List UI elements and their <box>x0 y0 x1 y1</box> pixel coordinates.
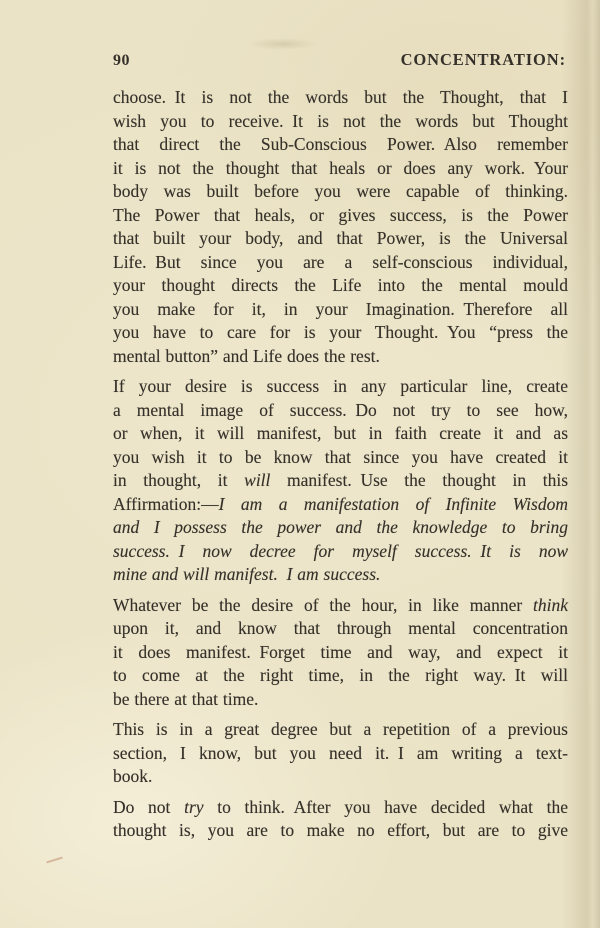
text-segment: body was built before you were capable of thinking. <box>113 181 568 201</box>
text-line <box>113 563 568 587</box>
text-line <box>113 133 568 157</box>
italic-text: success. I now decree for myself success. It is now <box>113 540 568 561</box>
text-line <box>113 180 568 204</box>
italic-text: will <box>244 470 271 490</box>
text-line <box>113 765 568 789</box>
text-line <box>113 617 568 641</box>
text-segment: your thought directs the Life into the mental mould <box>113 275 568 295</box>
text-line <box>113 251 568 275</box>
text-line <box>113 493 568 517</box>
text-segment: section, I know, but you need it. I am writing a text- <box>113 742 568 763</box>
running-header <box>113 50 566 70</box>
text-line <box>113 664 568 688</box>
running-head-title: CONCENTRATION: <box>400 50 566 69</box>
text-segment: choose. It is not the words but the Thought, that I <box>113 87 568 107</box>
text-segment: manifest. Use the thought in this <box>270 470 568 490</box>
text-segment: you make for it, in your Imagination. Therefore all <box>113 298 568 319</box>
text-line <box>113 422 568 446</box>
text-line <box>113 819 568 843</box>
text-line <box>113 321 568 345</box>
paragraph <box>113 375 568 587</box>
text-segment: that direct the Sub-Conscious Power. Also remember <box>113 134 568 154</box>
text-segment: mental button” and Life does the rest. <box>113 345 380 366</box>
text-line <box>113 446 568 470</box>
text-line <box>113 688 568 712</box>
paragraph <box>113 86 568 368</box>
text-line <box>113 399 568 423</box>
text-segment: it is not the thought that heals or does any work. Your <box>113 157 568 178</box>
text-line <box>113 110 568 134</box>
text-line <box>113 375 568 399</box>
text-line <box>113 469 568 493</box>
italic-text: I am a manifestation of Infinite Wisdom <box>218 493 568 514</box>
text-segment: it does manifest. Forget time and way, and expect it <box>113 641 568 662</box>
page-number: 90 <box>113 52 130 69</box>
text-segment: be there at that time. <box>113 688 259 709</box>
text-segment: to come at the right time, in the right way. It will <box>113 665 568 685</box>
italic-text: and I possess the power and the knowledge to bring <box>113 517 568 537</box>
text-line <box>113 204 568 228</box>
text-line <box>113 157 568 181</box>
text-segment: or when, it will manifest, but in faith create it and as <box>113 423 568 443</box>
text-line <box>113 796 568 820</box>
paragraph <box>113 718 568 789</box>
text-segment: you have to care for is your Thought. You “press the <box>113 322 568 342</box>
italic-text: try <box>184 796 204 817</box>
italic-text: think <box>533 594 568 615</box>
text-line <box>113 516 568 540</box>
text-segment: thought is, you are to make no effort, but are to give <box>113 820 568 840</box>
text-line <box>113 227 568 251</box>
text-line <box>113 718 568 742</box>
text-segment: Life. But since you are a self-conscious individual, <box>113 251 568 272</box>
text-line <box>113 274 568 298</box>
text-line <box>113 540 568 564</box>
text-line <box>113 594 568 618</box>
text-segment: Affirmation:— <box>113 493 219 514</box>
text-segment: to think. After you have decided what the <box>203 796 569 817</box>
text-segment: book. <box>113 766 153 786</box>
text-segment: If your desire is success in any particular line, create <box>113 376 568 396</box>
paper-smudge <box>248 38 318 50</box>
paragraph <box>113 594 568 712</box>
text-segment: The Power that heals, or gives success, is the Power <box>113 204 568 225</box>
text-segment: that built your body, and that Power, is the Universal <box>113 228 568 248</box>
text-segment: This is in a great degree but a repetition of a previous <box>113 719 568 739</box>
text-segment: you wish it to be know that since you have created it <box>113 446 568 467</box>
page-text <box>113 86 568 843</box>
stray-pencil-mark-icon <box>46 857 63 864</box>
text-line <box>113 86 568 110</box>
text-segment: in thought, it <box>113 470 245 490</box>
text-segment: upon it, and know that through mental concentration <box>113 618 568 638</box>
text-segment: Whatever be the desire of the hour, in like manner <box>113 594 533 615</box>
italic-text: mine and will manifest. I am success. <box>113 564 381 584</box>
text-segment: wish you to receive. It is not the words but Thought <box>113 110 568 131</box>
text-segment: Do not <box>113 796 185 817</box>
text-line <box>113 345 568 369</box>
text-line <box>113 641 568 665</box>
text-segment: a mental image of success. Do not try to see how, <box>113 399 568 420</box>
text-line <box>113 298 568 322</box>
paragraph <box>113 796 568 843</box>
text-line <box>113 742 568 766</box>
